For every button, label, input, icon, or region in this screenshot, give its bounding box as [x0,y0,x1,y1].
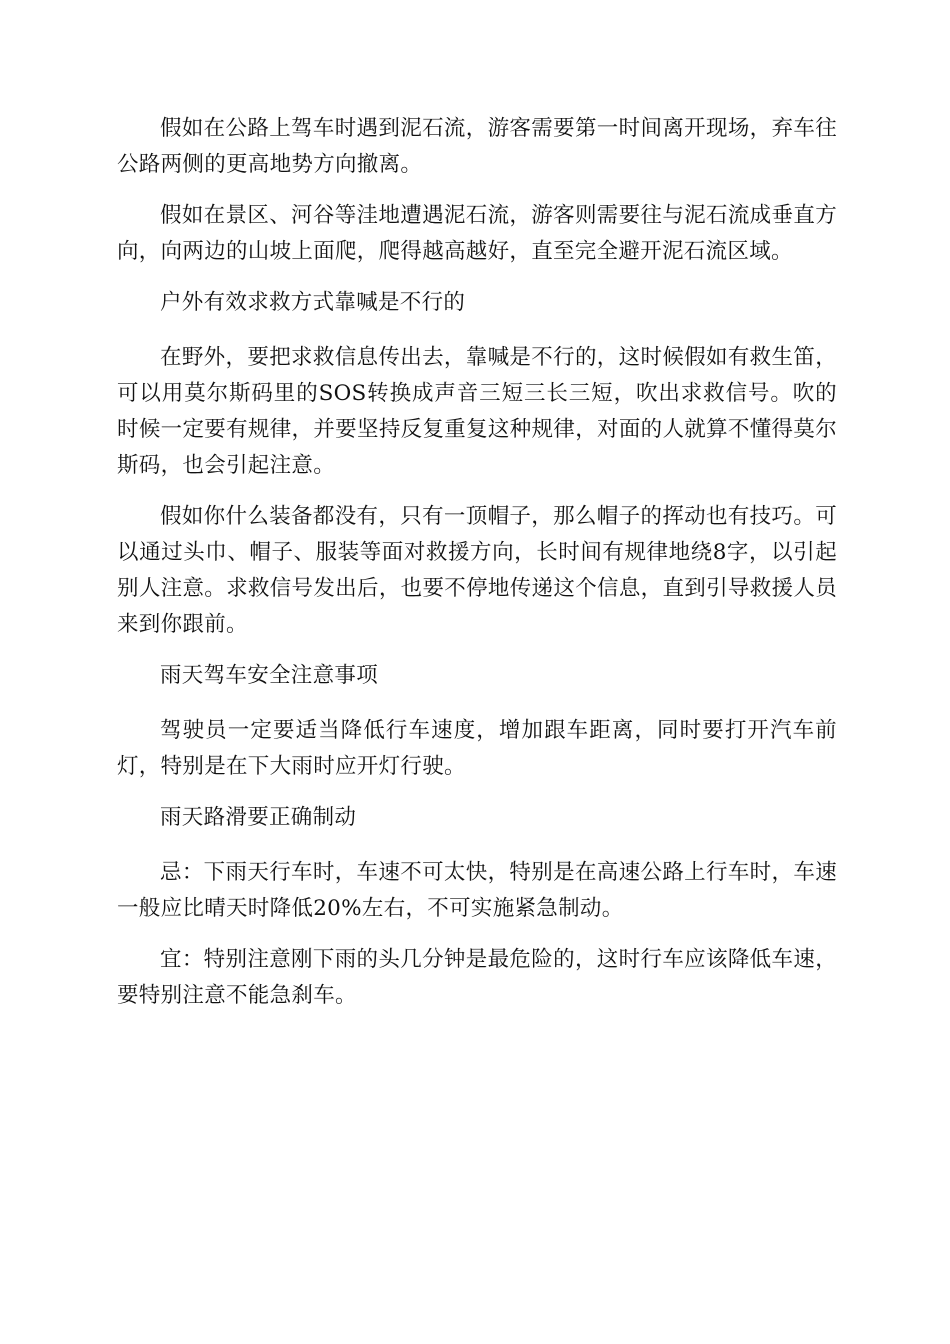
paragraph-braking-dont: 忌：下雨天行车时，车速不可太快，特别是在高速公路上行车时，车速一般应比晴天时降低20%左右，不可实施紧急制动。 [117,860,837,921]
paragraph-mudslide-road: 假如在公路上驾车时遇到泥石流，游客需要第一时间离开现场，弃车往公路两侧的更高地势方向撤离。 [117,116,837,177]
paragraph-rescue-hat: 假如你什么装备都没有，只有一顶帽子，那么帽子的挥动也有技巧。可以通过头巾、帽子、服装等面对救援方向，长时间有规律地绕8字，以引起别人注意。求救信号发出后，也要不停地传递这个信息，直到引导救援人员来到你跟前。 [117,504,837,637]
section-heading-rain-braking: 雨天路滑要正确制动 [160,805,357,830]
section-heading-outdoor-rescue: 户外有效求救方式靠喊是不行的 [160,290,466,315]
paragraph-braking-do: 宜：特别注意刚下雨的头几分钟是最危险的，这时行车应该降低车速，要特别注意不能急刹车。 [117,947,837,1008]
paragraph-mudslide-valley: 假如在景区、河谷等洼地遭遇泥石流，游客则需要往与泥石流成垂直方向，向两边的山坡上面爬，爬得越高越好，直至完全避开泥石流区域。 [117,203,837,264]
paragraph-rain-driving-speed: 驾驶员一定要适当降低行车速度，增加跟车距离，同时要打开汽车前灯，特别是在下大雨时应开灯行驶。 [117,718,837,779]
section-heading-rain-driving: 雨天驾车安全注意事项 [160,663,379,688]
paragraph-rescue-whistle: 在野外，要把求救信息传出去，靠喊是不行的，这时候假如有救生笛，可以用莫尔斯码里的SOS转换成声音三短三长三短，吹出求救信号。吹的时候一定要有规律，并要坚持反复重复这种规律，对面的人就算不懂得莫尔斯码，也会引起注意。 [117,345,837,478]
document-body [117,111,837,1029]
